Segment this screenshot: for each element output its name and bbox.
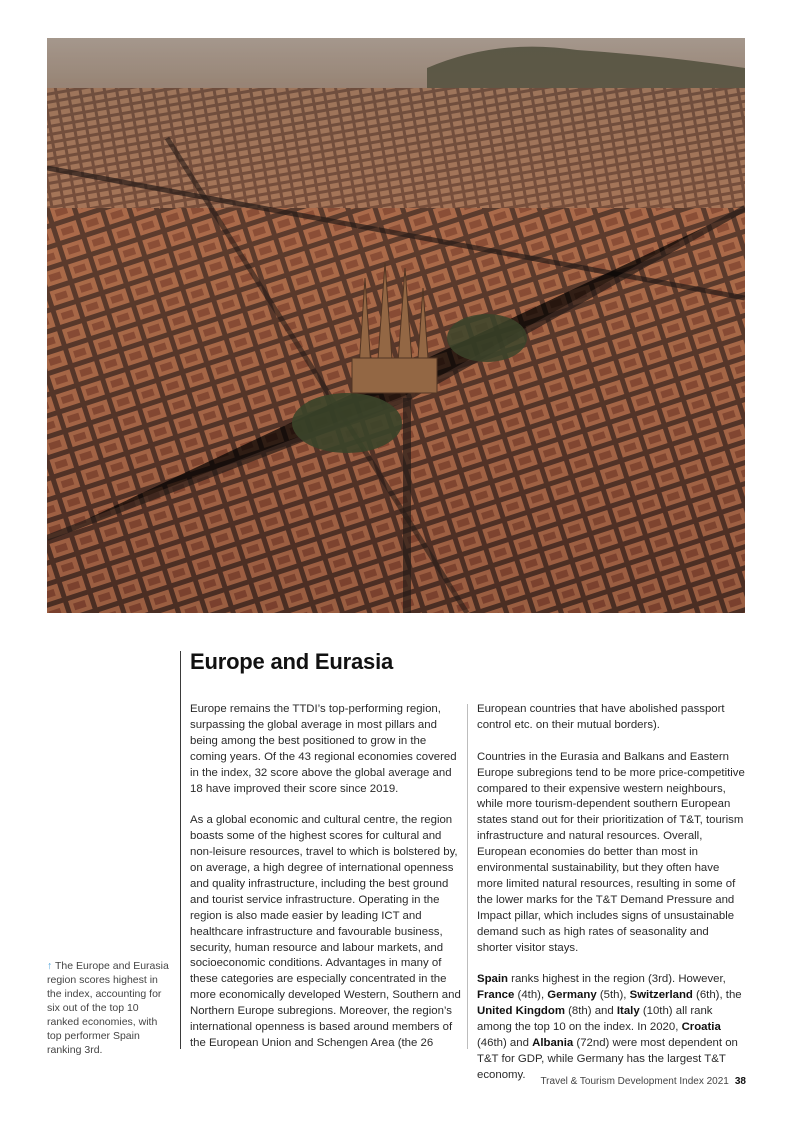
- country-albania: Albania: [532, 1037, 574, 1049]
- country-croatia: Croatia: [681, 1021, 721, 1034]
- up-arrow-icon: ↑: [47, 960, 53, 972]
- country-spain: Spain: [477, 973, 509, 986]
- left-paragraph-2: As a global economic and cultural centre, the region boasts some of the highest scores for cultural and non-leisure resources, travel to which is bolstered by, on average, a high degree of international openness and quality infrastructure, including the best ground and tourist service infrastructure. Operating in the region is also made easier by leading ICT and healthcare infrastructure and favourable business, security, human resource and labour markets, and socioeconomic conditions. Advantages in many of these categories are especially concentrated in the more economically developed Western, Southern and Northern Europe subregions. Moreover, the region’s international openness is based around members of the European Union and Schengen Area (the 26: [190, 814, 461, 1050]
- title-rule: [180, 651, 181, 1049]
- country-switzerland: Switzerland: [629, 989, 693, 1002]
- page-number: 38: [734, 1076, 746, 1087]
- side-caption: [47, 959, 172, 1057]
- country-italy: Italy: [616, 1005, 640, 1018]
- right-column: [477, 702, 747, 1100]
- city-illustration: [47, 38, 745, 613]
- right-paragraph-2: Countries in the Eurasia and Balkans and Eastern Europe subregions tend to be more price-competitive compared to their expensive western neighbours, while more tourism-dependent southern European states stand out for their prioritization of T&T, tourism infrastructure and natural resources. Overall, European economies do better than most in environmental sustainability, but they often have more limited natural resources, resulting in some of the lower marks for the T&T Demand Pressure and Impact pillar, which includes signs of unsustainable demand such as high rates of seasonality and shorter visitor stays.: [477, 750, 745, 954]
- column-rule: [467, 704, 468, 1049]
- country-germany: Germany: [547, 989, 597, 1002]
- right-paragraph-3: Spain ranks highest in the region (3rd). However, France (4th), Germany (5th), Switzerland (6th), the United Kingdom (8th) and Italy (10th) all rank among the top 10 on the index. In 2020, Croatia (46th) and Albania (72nd) were most dependent on T&T for GDP, while Germany has the largest T&T economy.: [477, 973, 742, 1081]
- page-footer: [540, 1076, 746, 1087]
- right-paragraph-1: European countries that have abolished passport control etc. on their mutual borders).: [477, 703, 725, 731]
- left-paragraph-1: Europe remains the TTDI’s top-performing region, surpassing the global average in most pillars and being among the best positioned to grow in the coming years. Of the 43 regional economies covered in the index, 32 score above the global average and 18 have improved their score since 2019.: [190, 703, 457, 795]
- aerial-city-photo: [47, 38, 745, 613]
- caption-text: The Europe and Eurasia region scores highest in the index, accounting for six out of the top 10 ranked economies, with top performer Spain ranking 3rd.: [47, 960, 169, 1056]
- country-uk: United Kingdom: [477, 1005, 565, 1018]
- left-column: [190, 702, 462, 1068]
- country-france: France: [477, 989, 515, 1002]
- footer-title: Travel & Tourism Development Index 2021: [540, 1076, 729, 1087]
- page-title: Europe and Eurasia: [190, 649, 394, 674]
